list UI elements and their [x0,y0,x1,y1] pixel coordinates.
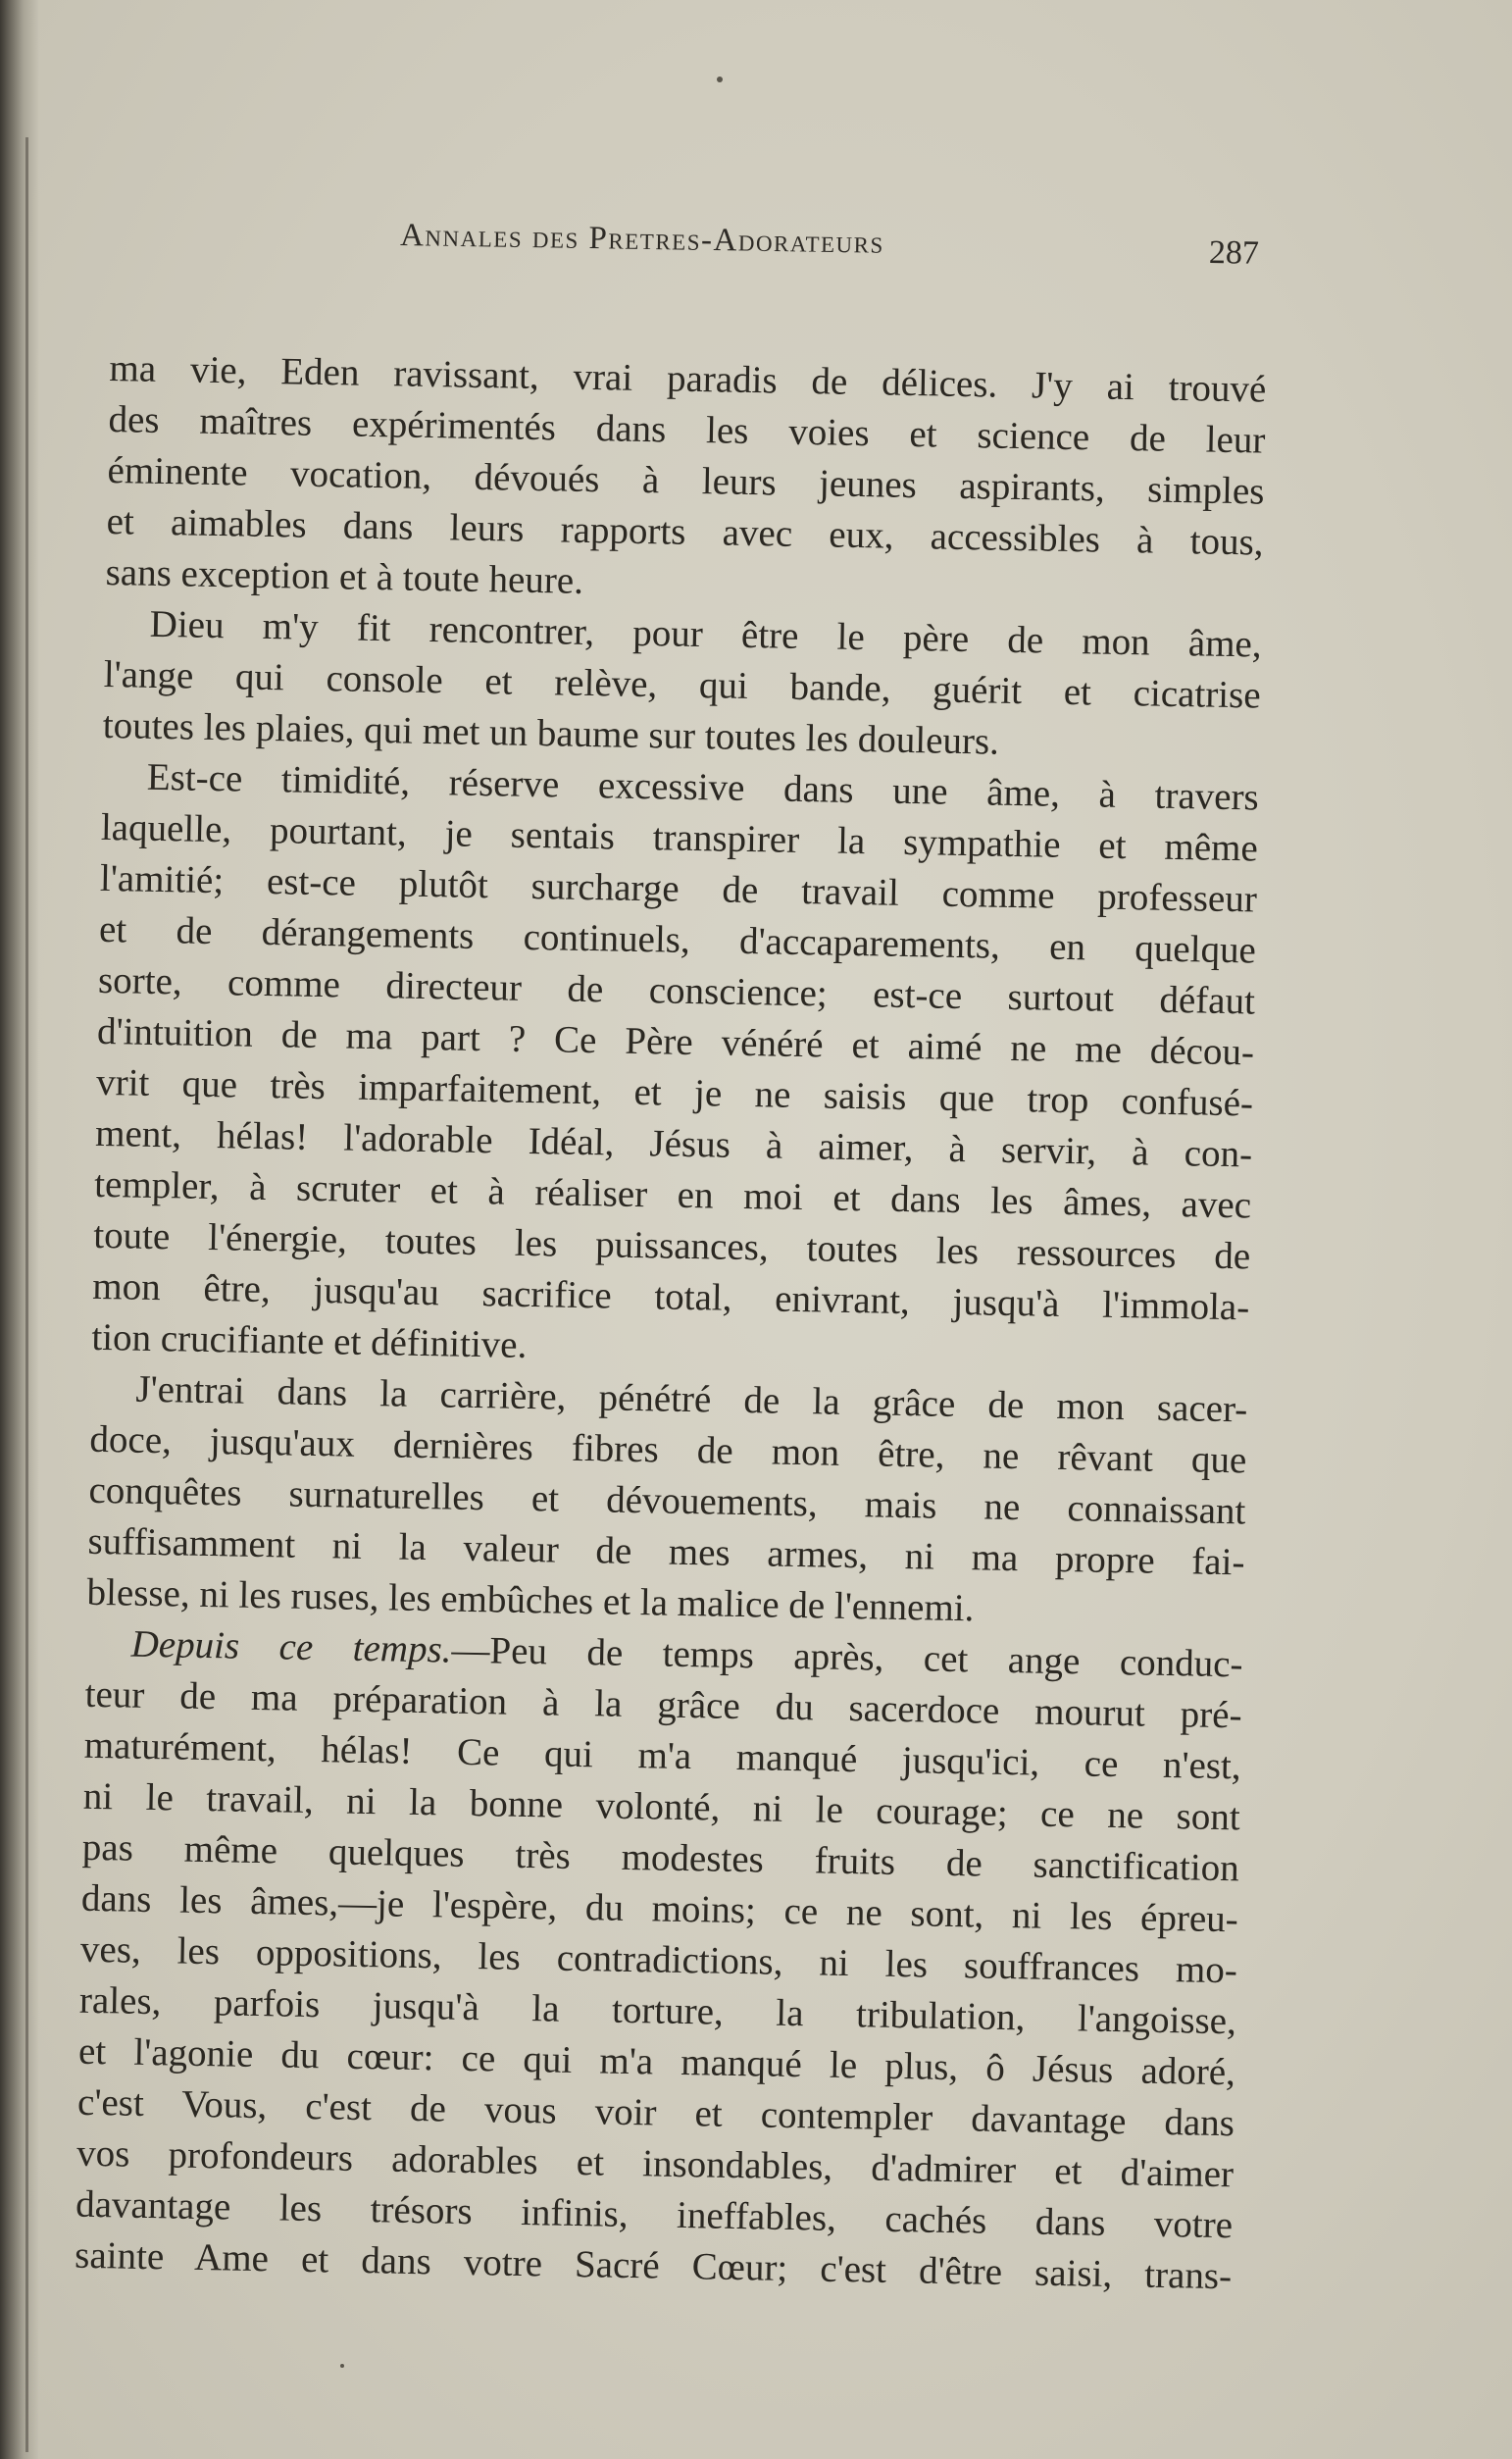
text-line: d'intuition de ma part ? Ce Père vénéré et aimé ne me décou- [96,1009,1255,1074]
text-line: sans exception et à toute heure. [105,550,584,602]
text-line: blesse, ni les ruses, les embûches et la malice de l'ennemi. [86,1570,975,1630]
body-text [75,343,1267,2302]
text-line: ves, les oppositions, les contradictions, ni les souffrances mo- [79,1927,1238,1992]
page-header [400,218,1284,281]
text-line: tion crucifiante et définitive. [91,1315,528,1366]
paper-speck [340,2364,344,2368]
text-line: templer, à scruter et à réaliser en moi et dans les âmes, avec [93,1162,1252,1227]
text-line: vrit que très imparfaitement, et je ne saisis que trop confusé- [95,1060,1254,1125]
text-line: éminente vocation, dévoués à leurs jeunes aspirants, simples [107,448,1265,513]
paper-speck [717,77,723,82]
text-line: maturément, hélas! Ce qui m'a manqué jusqu'ici, ce n'est, [83,1723,1242,1788]
italic-lead: Depuis ce temps. [130,1622,452,1671]
text-line: ma vie, Eden ravissant, vrai paradis de délices. J'y ai trouvé [109,346,1267,411]
text-line: mon être, jusqu'au sacrifice total, enivrant, jusqu'à l'immola- [91,1264,1250,1329]
text-span: —Peu de temps après, cet ange conduc- [451,1628,1243,1686]
text-line: teur de ma préparation à la grâce du sacerdoce mourut pré- [84,1672,1242,1737]
text-line: des maîtres expérimentés dans les voies et science de leur [108,397,1266,462]
text-line: suffisamment ni la valeur de mes armes, ni ma propre fai- [87,1519,1245,1584]
text-line: rales, parfois jusqu'à la torture, la tribulation, l'angoisse, [78,1978,1237,2043]
text-line: c'est Vous, c'est de vous voir et contempler davantage dans [76,2080,1235,2145]
text-line: l'ange qui console et relève, qui bande, guérit et cicatrise [103,652,1262,717]
paragraph-first-line: Dieu m'y fit rencontrer, pour être le père de mon âme, [149,602,1262,666]
paragraph-first-line: Est-ce timidité, réserve excessive dans une âme, à travers [146,755,1260,819]
text-line: toute l'énergie, toutes les puissances, toutes les ressources de [92,1213,1251,1278]
text-line: sorte, comme directeur de conscience; est-ce surtout défaut [97,958,1256,1023]
paragraph-first-line: J'entrai dans la carrière, pénétré de la grâce de mon sacer- [135,1367,1248,1431]
text-line: dans les âmes,—je l'espère, du moins; ce ne sont, ni les épreu- [80,1876,1239,1941]
text-line: vos profondeurs adorables et insondables, d'admirer et d'aimer [76,2131,1235,2196]
text-line: sainte Ame et dans votre Sacré Cœur; c'est d'être saisi, trans- [74,2233,1233,2298]
text-line: laquelle, pourtant, je sentais transpirer la sympathie et même [100,805,1259,870]
text-line: pas même quelques très modestes fruits de sanctification [81,1825,1240,1890]
text-line: et de dérangements continuels, d'accaparements, en quelque [98,907,1257,972]
text-line: doce, jusqu'aux dernières fibres de mon être, ne rêvant que [89,1417,1247,1482]
running-title: Annales des Pretres-Adorateurs [399,218,885,261]
text-line: et l'agonie du cœur: ce qui m'a manqué le plus, ô Jésus adoré, [77,2029,1236,2094]
text-line: davantage les trésors infinis, ineffables, cachés dans votre [75,2182,1234,2247]
text-line: ment, hélas! l'adorable Idéal, Jésus à aimer, à servir, à con- [94,1111,1253,1176]
text-line: et aimables dans leurs rapports avec eux, accessibles à tous, [106,499,1264,564]
book-spine-edge [25,137,28,2452]
text-line: ni le travail, ni la bonne volonté, ni le courage; ce ne sont [82,1774,1241,1839]
book-spine-shadow [0,0,39,2459]
page-number: 287 [1208,233,1260,272]
text-line: conquêtes surnaturelles et dévouements, mais ne connaissant [88,1468,1246,1533]
text-line: toutes les plaies, qui met un baume sur toutes les douleurs. [102,703,1000,763]
text-line: l'amitié; est-ce plutôt surcharge de travail comme professeur [99,856,1258,921]
